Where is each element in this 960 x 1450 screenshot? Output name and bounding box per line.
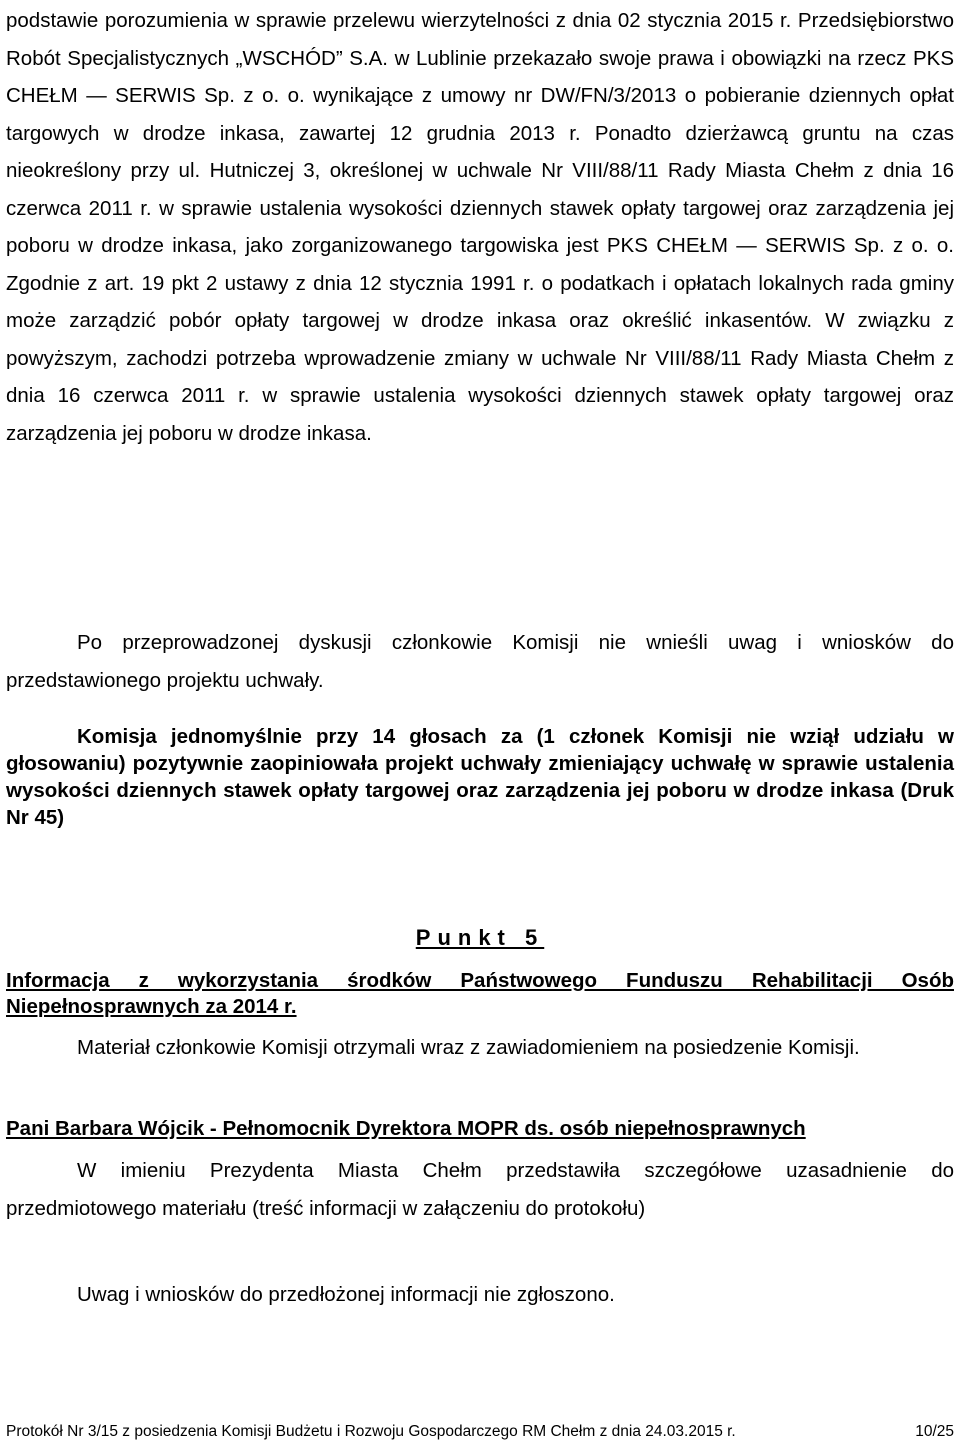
no-remarks-paragraph: Uwag i wniosków do przedłożonej informacji nie zgłoszono. [77, 1283, 615, 1306]
footer-page-number: 10/25 [915, 1423, 954, 1440]
page-footer [6, 1422, 954, 1442]
footer-protocol-text: Protokół Nr 3/15 z posiedzenia Komisji Budżetu i Rozwoju Gospodarczego RM Chełm z dnia 24.03.2015 r. [6, 1423, 736, 1440]
speaker-line: Pani Barbara Wójcik - Pełnomocnik Dyrektora MOPR ds. osób niepełnosprawnych [6, 1117, 806, 1140]
document-page [6, 0, 954, 1450]
intro-paragraph: podstawie porozumienia w sprawie przelewu wierzytelności z dnia 02 stycznia 2015 r. Przedsiębiorstwo Robót Specjalistycznych „WSCHÓD” S.A. w Lublinie przekazało swoje prawa i obowiązki na rzecz PKS CHEŁM — SERWIS Sp. z o. o. wynikające z umowy nr DW/FN/3/2013 o pobieranie dziennych opłat targowych w drodze inkasa, zawartej 12 grudnia 2013 r. Ponadto dzierżawcą gruntu na czas nieokreślony przy ul. Hutniczej 3, określonej w uchwale Nr VIII/88/11 Rady Miasta Chełm z dnia 16 czerwca 2011 r. w sprawie ustalenia wysokości dziennych stawek opłaty targowej oraz zarządzenia jej poboru w drodze inkasa, jako zorganizowanego targowiska jest PKS CHEŁM — SERWIS Sp. z o. o. Zgodnie z art. 19 pkt 2 ustawy z dnia 12 stycznia 1991 r. o podatkach i opłatach lokalnych rada gminy może zarządzić pobór opłaty targowej w drodze inkasa oraz określić inkasentów. W związku z powyższym, zachodzi potrzeba wprowadzenie zmiany w uchwale Nr VIII/88/11 Rady Miasta Chełm z dnia 16 czerwca 2011 r. w sprawie ustalenia wysokości dziennych stawek opłaty targowej oraz zarządzenia jej poboru w drodze inkasa. [6, 9, 954, 445]
material-paragraph: Materiał członkowie Komisji otrzymali wraz z zawiadomieniem na posiedzenie Komisji. [77, 1036, 860, 1059]
discussion-paragraph: Po przeprowadzonej dyskusji członkowie Komisji nie wnieśli uwag i wniosków do przedstawionego projektu uchwały. [6, 631, 954, 692]
point-title: Informacja z wykorzystania środków Państwowego Funduszu Rehabilitacji Osób Niepełnosprawnych za 2014 r. [6, 969, 954, 1018]
point-heading: Punkt 5 [415, 925, 545, 950]
presentation-paragraph: W imieniu Prezydenta Miasta Chełm przedstawiła szczegółowe uzasadnienie do przedmiotowego materiału (treść informacji w załączeniu do protokołu) [6, 1159, 954, 1220]
resolution-paragraph: Komisja jednomyślnie przy 14 głosach za (1 członek Komisji nie wziął udziału w głosowaniu) pozytywnie zaopiniowała projekt uchwały zmieniający uchwałę w sprawie ustalenia wysokości dziennych stawek opłaty targowej oraz zarządzenia jej poboru w drodze inkasa (Druk Nr 45) [6, 725, 954, 829]
